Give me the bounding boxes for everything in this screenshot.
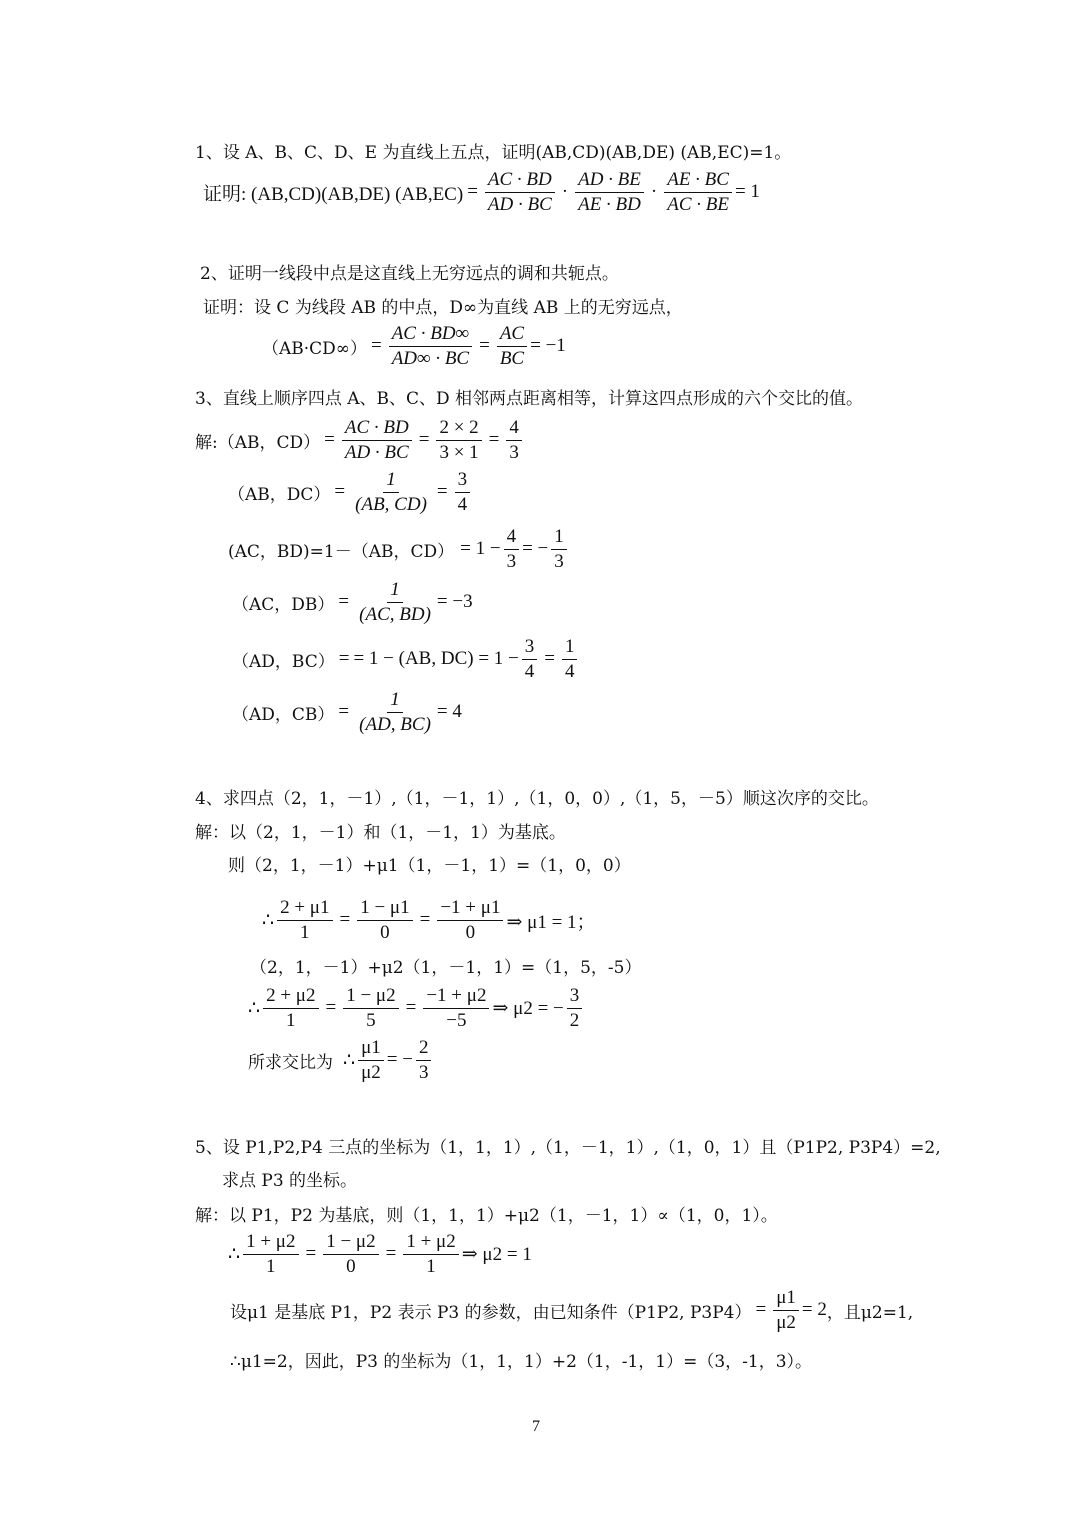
p5-e1-frac-1: $\frac{1 + \mu 2}{1}$ [243,1230,298,1279]
p3-l1-frac-1: $\frac{AC \cdot BD}{AD \cdot BC}$ [342,416,412,465]
p3-line-1: 解:（AB，CD） = $\frac{AC \cdot BD}{AD \cdot BC}$ = $\frac{2 \times 2}{3 \times 1}$ = $\frac{4}{3}$ [195,412,525,468]
p1-result: = 1 [734,181,760,202]
p3-l3-frac-1: $\frac{4}{3}$ [504,525,520,574]
p5-solution: 解：以 P1，P2 为基底，则（1，1，1）+μ2（1，－1，1）∝（1，0，1）。 [195,1206,778,1226]
p4-title: 4、求四点（2，1，－1）,（1，－1，1）,（1，0，0）,（1，5，－5）顺这次序的交比。 [195,789,879,809]
p5-eq-1: ∴ $\frac{1 + \mu 2}{1}$ = $\frac{1 - \mu 2}{0}$ = $\frac{1 + \mu 2}{1}$ ⇒ μ2 = 1 [228,1230,532,1277]
p5-title: 5、设 P1,P2,P4 三点的坐标为（1，1，1）,（1，－1，1）,（1，0，1）且（P1P2, P3P4）=2, [195,1138,941,1158]
p4-then: 则（2，1，－1）+μ1（1，－1，1）=（1，0，0） [228,856,631,876]
p2-lhs: （AB·CD∞） [262,338,367,359]
p5-title-2: 求点 P3 的坐标。 [222,1171,358,1191]
p3-l6-frac-1: $\frac{1}{(AD, BC)}$ [359,688,431,735]
p4-ans-frac-1: $\frac{\mu 1}{\mu 2}$ [358,1036,384,1085]
p4-e2-frac-1: $\frac{2 + \mu 2}{1}$ [263,984,318,1033]
p4-e1-frac-2: $\frac{1 - \mu 1}{0}$ [357,896,412,945]
p3-l1-frac-3: $\frac{4}{3}$ [506,416,522,465]
p2-frac-2: $\frac{AC}{BC}$ [497,322,527,371]
p1-frac-1: $\frac{AC \cdot BD}{AD \cdot BC}$ [485,168,555,217]
p4-ans-frac-2: $\frac{2}{3}$ [416,1036,432,1085]
p2-frac-1: $\frac{AC \cdot BD\infty}{AD\infty \cdot BC}$ [389,322,472,371]
p4-e1-frac-3: $\frac{-1 + \mu 1}{0}$ [437,896,503,945]
p3-l5-frac-1: $\frac{3}{4}$ [522,635,538,684]
p1-proof: 证明: (AB,CD)(AB,DE) (AB,EC) = $\frac{AC \cdot BD}{AD \cdot BC}$ · $\frac{AD \cdot BE}{AE \cdot BD}$ · $\frac{AE \cdot BC}{AC \cdot BE}$ = 1 [203,168,760,215]
p2-title: 2、证明一线段中点是这直线上无穷远点的调和共轭点。 [200,264,619,284]
p4-answer: 所求交比为 ∴ $\frac{\mu 1}{\mu 2}$ = − $\frac{2}{3}$ [248,1032,434,1088]
p3-line-4: （AC，DB） = $\frac{1}{(AC, BD)}$ = −3 [232,578,473,625]
p1-frac-3: $\frac{AE \cdot BC}{AC \cdot BE}$ [664,168,732,217]
p5-e1-frac-3: $\frac{1 + \mu 2}{1}$ [403,1230,458,1279]
p3-l2-frac-1: $\frac{1}{(AB, CD)}$ [355,468,427,515]
p1-proof-label: 证明: (AB,CD)(AB,DE) (AB,EC) [203,183,464,205]
p4-e2-frac-3: $\frac{-1 + \mu 2}{-5}$ [423,984,489,1033]
p3-l4-frac-1: $\frac{1}{(AC, BD)}$ [359,578,431,625]
p3-l1-frac-2: $\frac{2 \times 2}{3 \times 1}$ [436,416,481,465]
p3-l5-frac-2: $\frac{1}{4}$ [562,635,578,684]
p2-proof: 证明：设 C 为线段 AB 的中点，D∞为直线 AB 上的无穷远点， [203,298,683,318]
p4-solution: 解：以（2，1，－1）和（1，－1，1）为基底。 [195,823,566,843]
p5-final: ∴μ1=2，因此，P3 的坐标为（1，1，1）+2（1，-1，1）=（3，-1，3）。 [230,1352,813,1372]
p5-cond-frac: $\frac{\mu 1}{\mu 2}$ [773,1286,799,1335]
p3-l3-frac-2: $\frac{1}{3}$ [551,525,567,574]
p3-line-2: （AB，DC） = $\frac{1}{(AB, CD)}$ = $\frac{3}{4}$ [228,464,473,520]
p5-e1-frac-2: $\frac{1 - \mu 2}{0}$ [323,1230,378,1279]
p4-eq-1: ∴ $\frac{2 + \mu 1}{1}$ = $\frac{1 - \mu 1}{0}$ = $\frac{-1 + \mu 1}{0}$ ⇒ μ1 = 1； [262,896,596,943]
p5-condition: 设μ1 是基底 P1，P2 表示 P3 的参数，由已知条件（P1P2, P3P4） = $\frac{\mu 1}{\mu 2}$ = 2 ，且μ2=1, [230,1286,914,1333]
p3-l2-frac-2: $\frac{3}{4}$ [455,468,471,517]
p3-line-3: (AC，BD)=1－（AB，CD） = 1 − $\frac{4}{3}$ = − $\frac{1}{3}$ [228,521,570,577]
p4-eq-2: ∴ $\frac{2 + \mu 2}{1}$ = $\frac{1 - \mu 2}{5}$ = $\frac{-1 + \mu 2}{-5}$ ⇒ μ2 = − $\frac{3}{2}$ [248,980,585,1036]
p4-e2-frac-4: $\frac{3}{2}$ [567,984,583,1033]
p4-line-2: （2，1，－1）+μ2（1，－1，1）=（1，5，-5） [250,958,642,978]
p1-title: 1、设 A、B、C、D、E 为直线上五点，证明(AB,CD)(AB,DE) (AB,EC)=1。 [195,143,792,163]
p2-equation: （AB·CD∞） = $\frac{AC \cdot BD\infty}{AD\infty \cdot BC}$ = $\frac{AC}{BC}$ = −1 [262,322,566,369]
p1-frac-2: $\frac{AD \cdot BE}{AE \cdot BD}$ [575,168,644,217]
p3-line-5: （AD，BC） = = 1 − (AB, DC) = 1 − $\frac{3}{4}$ = $\frac{1}{4}$ [232,631,580,687]
page-number: 7 [532,1418,540,1435]
p4-e2-frac-2: $\frac{1 - \mu 2}{5}$ [343,984,398,1033]
p4-e1-frac-1: $\frac{2 + \mu 1}{1}$ [277,896,332,945]
p3-line-6: （AD，CB） = $\frac{1}{(AD, BC)}$ = 4 [232,688,462,735]
p2-result: = −1 [530,335,566,356]
p3-title: 3、直线上顺序四点 A、B、C、D 相邻两点距离相等，计算这四点形成的六个交比的值。 [195,389,864,409]
